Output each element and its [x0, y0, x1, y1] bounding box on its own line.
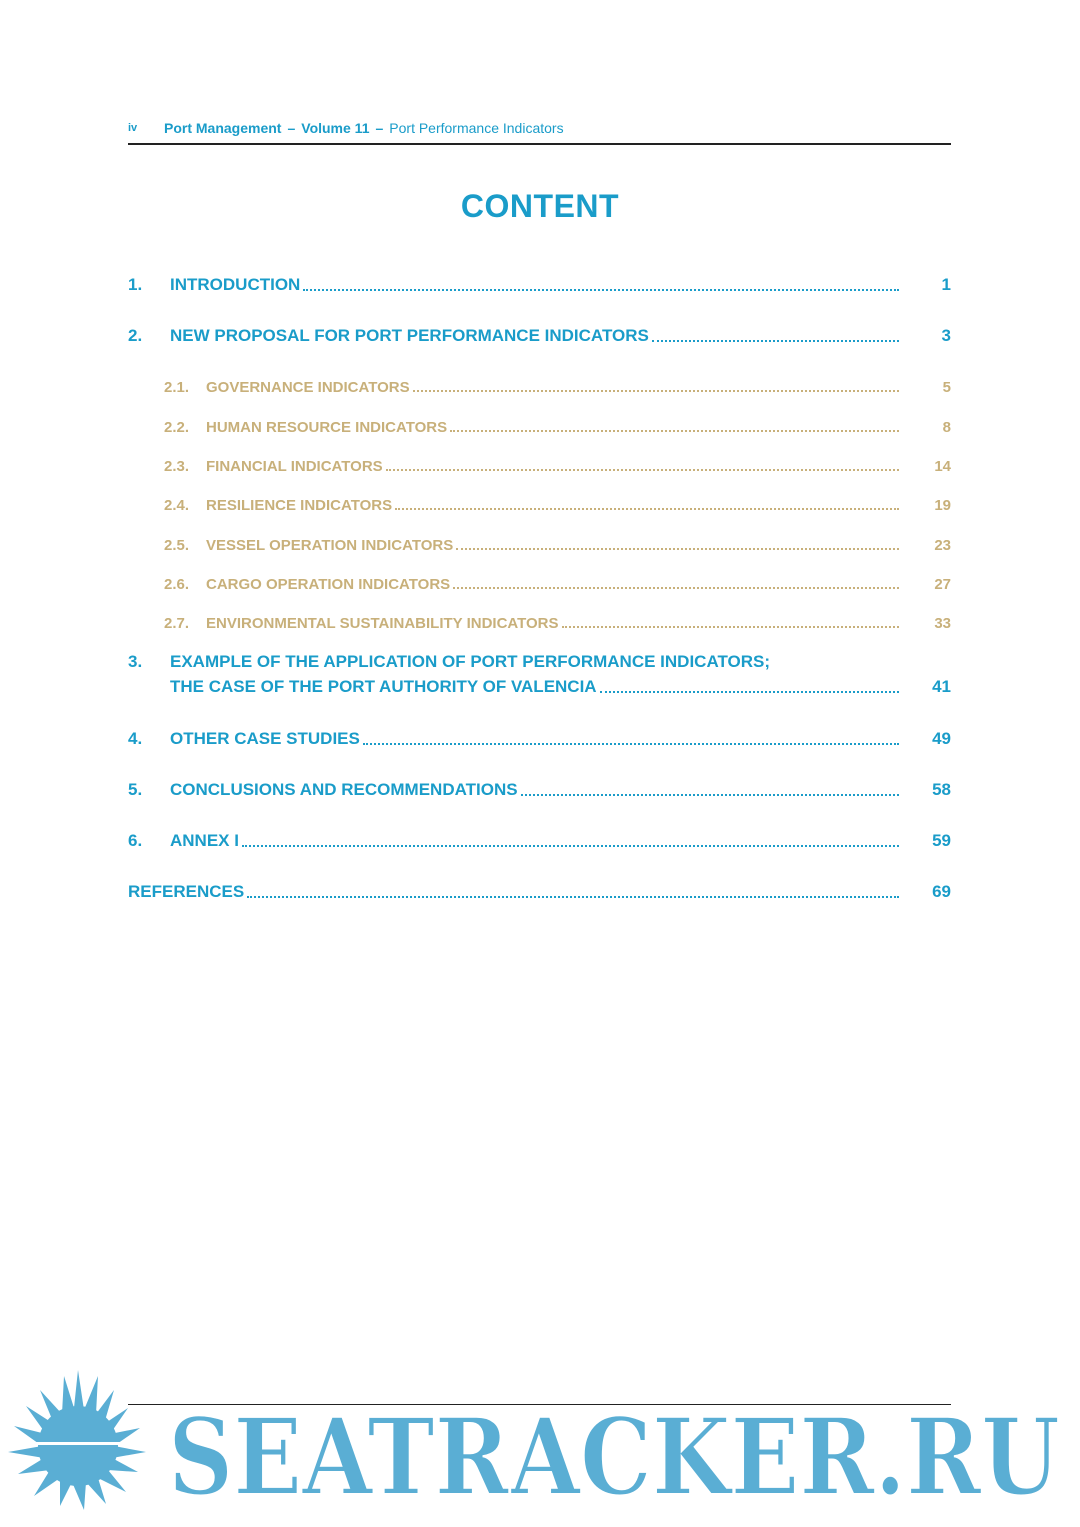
toc-entry-new-proposal[interactable] — [128, 324, 951, 346]
dot-leader — [363, 743, 899, 745]
dash-separator: – — [375, 120, 384, 136]
dot-leader — [242, 845, 899, 847]
toc-page: 59 — [932, 831, 951, 850]
toc-page: 69 — [932, 882, 951, 901]
toc-number: 2.6. — [164, 576, 190, 593]
toc-label: GOVERNANCE INDICATORS — [206, 379, 410, 396]
toc-label: RESILIENCE INDICATORS — [206, 497, 393, 514]
toc-label-line1: EXAMPLE OF THE APPLICATION OF PORT PERFORMANCE INDICATORS; — [170, 652, 771, 671]
document-subtitle: Port Performance Indicators — [389, 120, 564, 136]
toc-page: 5 — [942, 379, 951, 396]
toc-label: OTHER CASE STUDIES — [170, 729, 360, 748]
toc-number: 2.3. — [164, 458, 190, 475]
toc-number: 2.4. — [164, 497, 190, 514]
toc-number: 3. — [128, 652, 143, 671]
toc-label: ENVIRONMENTAL SUSTAINABILITY INDICATORS — [206, 615, 559, 632]
toc-page: 49 — [932, 729, 951, 748]
dash-separator: – — [287, 120, 296, 136]
toc-number: 6. — [128, 831, 143, 850]
dot-leader — [453, 587, 899, 589]
toc-number: 2. — [128, 326, 143, 345]
toc-label: FINANCIAL INDICATORS — [206, 458, 383, 475]
toc-entry-conclusions[interactable] — [128, 778, 951, 800]
toc-page: 8 — [942, 419, 951, 436]
toc-page: 1 — [941, 275, 951, 294]
toc-label: CARGO OPERATION INDICATORS — [206, 576, 451, 593]
toc-label: NEW PROPOSAL FOR PORT PERFORMANCE INDICATORS — [170, 326, 649, 345]
toc-page: 41 — [932, 677, 951, 696]
toc-page: 3 — [941, 326, 951, 345]
toc-number: 2.5. — [164, 537, 190, 554]
watermark-logo — [0, 1368, 1080, 1527]
toc-number: 2.1. — [164, 379, 190, 396]
toc-number: 1. — [128, 275, 143, 294]
toc-entry-other-case-studies[interactable] — [128, 727, 951, 749]
toc-label: REFERENCES — [128, 882, 245, 901]
dot-leader — [386, 469, 899, 471]
running-header — [128, 119, 951, 143]
toc-subentry-governance[interactable] — [128, 374, 951, 396]
toc-subentry-financial[interactable] — [128, 453, 951, 475]
toc-page: 23 — [934, 537, 951, 554]
toc-page: 27 — [934, 576, 951, 593]
page-number: iv — [128, 122, 138, 134]
toc-subentry-environmental[interactable] — [128, 610, 951, 632]
toc-label: HUMAN RESOURCE INDICATORS — [206, 419, 448, 436]
running-title — [164, 120, 564, 136]
watermark-text: SEATRACKER.RU — [168, 1394, 1060, 1519]
toc-number: 5. — [128, 780, 143, 799]
header-divider — [128, 143, 951, 145]
dot-leader — [303, 289, 899, 291]
toc-page: 19 — [934, 497, 951, 514]
dot-leader — [652, 340, 899, 342]
toc-page: 33 — [934, 615, 951, 632]
toc-label-line2: THE CASE OF THE PORT AUTHORITY OF VALENCIA — [170, 677, 597, 696]
sun-icon — [8, 1370, 146, 1510]
page-title: CONTENT — [460, 188, 620, 224]
toc-page: 14 — [934, 458, 951, 475]
toc-number: 4. — [128, 729, 143, 748]
toc-label: ANNEX I — [170, 831, 239, 850]
toc-label: CONCLUSIONS AND RECOMMENDATIONS — [170, 780, 518, 799]
toc-label: INTRODUCTION — [170, 275, 301, 294]
dot-leader — [521, 794, 899, 796]
toc-number: 2.2. — [164, 419, 190, 436]
dot-leader — [456, 548, 899, 550]
toc-number: 2.7. — [164, 615, 190, 632]
volume-label: Volume 11 — [301, 120, 370, 136]
toc-subentry-resilience[interactable] — [128, 492, 951, 514]
dot-leader — [450, 430, 899, 432]
toc-entry-annex[interactable] — [128, 829, 951, 851]
toc-subentry-cargo-operation[interactable] — [128, 571, 951, 593]
dot-leader — [413, 390, 899, 392]
toc-page: 58 — [932, 780, 951, 799]
dot-leader — [562, 626, 899, 628]
dot-leader — [395, 508, 899, 510]
dot-leader — [600, 691, 899, 693]
series-name: Port Management — [164, 120, 282, 136]
toc-subentry-human-resource[interactable] — [128, 414, 951, 436]
toc-entry-introduction[interactable] — [128, 273, 951, 295]
toc-entry-references[interactable] — [128, 880, 951, 902]
toc-subentry-vessel-operation[interactable] — [128, 532, 951, 554]
toc-label: VESSEL OPERATION INDICATORS — [206, 537, 454, 554]
dot-leader — [247, 896, 899, 898]
